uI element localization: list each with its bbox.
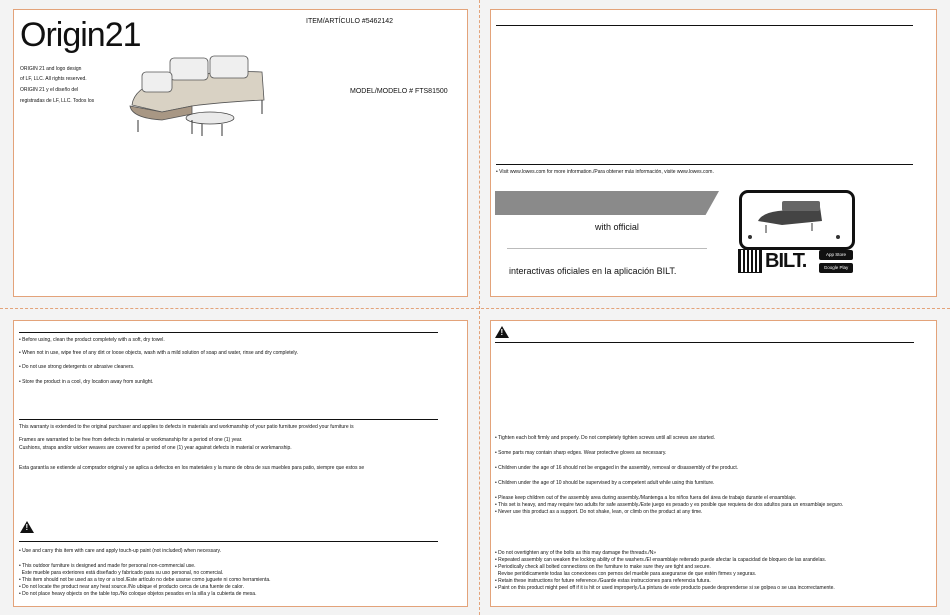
warning-c-3: • Periodically check all bolted connections on the furniture to make sure they are tight and secure. — [495, 564, 711, 570]
warranty-text: This warranty is extended to the original purchaser and applies to defects in materials and workmanship of your patio furniture provided your furniture is — [19, 424, 354, 430]
vertical-cut-line — [479, 0, 480, 615]
horizontal-cut-line — [0, 308, 950, 309]
warning-c-3-es: Revise periódicamente todas las conexiones con pernos del mueble para asegurarse de que estén firmes y seguras. — [495, 571, 757, 577]
google-play-label: Google Play — [823, 265, 849, 270]
brand-logo: Origin21 — [20, 16, 141, 54]
sectional-sofa-image — [122, 50, 282, 138]
warning-b-2: • This set is heavy, and may require two adults for safe assembly./Este juego es pesado y es posible que requiera de dos adultos para un ensamblaje seguro. — [495, 502, 844, 508]
warning-icon: ! — [495, 326, 509, 338]
warning-c-1: • Do not overtighten any of the bolts as this may damage the threads./N» — [495, 550, 657, 556]
mid-rule — [496, 164, 913, 165]
phone-mockup — [739, 190, 855, 250]
visit-lowes-text: • Visit www.lowes.com for more information./Para obtener más información, visite www.lowes.com. — [496, 169, 714, 175]
warning-c-5: • Paint on this product might peel off if it is hit or used improperly./La pintura de este producto puede desprenderse si se golpea o se usa incorrectamente. — [495, 585, 835, 591]
care-warranty-panel — [13, 320, 468, 607]
warning-b-3: • Never use this product as a support. Do not shake, lean, or climb on the product at any time. — [495, 509, 703, 515]
care-item-3: • Do not use strong detergents or abrasive cleaners. — [19, 364, 135, 370]
care-item-4: • Store the product in a cool, dry location away from sunlight. — [19, 379, 154, 385]
warnings-panel — [490, 320, 937, 607]
top-rule — [496, 25, 913, 26]
warnings-rule — [495, 342, 914, 343]
cushions-warranty: Cushions, straps and/or wicker weaves are covered for a period of one (1) year against defects in material or workmanship. — [19, 445, 292, 451]
warning-c-4: • Retain these instructions for future reference./Guarde estas instrucciones para referencia futura. — [495, 578, 711, 584]
with-official-text: with official — [595, 222, 639, 232]
google-play-badge[interactable] — [819, 263, 853, 273]
legal-line-1: ORIGIN 21 and logo design — [20, 66, 82, 72]
item-number: ITEM/ARTÍCULO #5462142 — [306, 18, 394, 25]
caution-item-2-es: Este mueble para exteriores está diseñado y fabricado para su uso personal, no comercial. — [19, 570, 224, 576]
caution-item-3: • This item should not be used as a toy or a tool./Este artículo no debe usarse como juguete ni como herramienta. — [19, 577, 271, 583]
care-rule — [19, 332, 438, 333]
app-store-label: App Store — [825, 252, 846, 257]
garantia-text: Esta garantía se extiende al comprador original y se aplica a defectos en los materiales y la mano de obra de sus muebles para patio, siempre que estos se — [19, 465, 365, 471]
warning-a-2: • Some parts may contain sharp edges. Wear protective gloves as necessary. — [495, 450, 667, 456]
legal-line-3: ORIGIN 21 y el diseño del — [20, 87, 79, 93]
model-number: MODEL/MODELO # FTS81500 — [350, 88, 448, 95]
bilt-logo: BILT. — [765, 250, 807, 272]
caution-warning-icon: ! — [20, 521, 34, 533]
warning-b-1: • Please keep children out of the assembly area during assembly./Mantenga a los niños fuera del área de trabajo durante el ensamblaje. — [495, 495, 797, 501]
warning-a-1: • Tighten each bolt firmly and properly. Do not completely tighten screws until all screws are started. — [495, 435, 716, 441]
care-item-1: • Before using, clean the product completely with a soft, dry towel. — [19, 337, 165, 343]
warranty-rule — [19, 419, 438, 420]
phone-sofa-image — [742, 193, 846, 241]
warning-a-4: • Children under the age of 10 should be supervised by a competent adult while using this furniture. — [495, 480, 715, 486]
cover-panel — [13, 9, 468, 297]
app-store-badge[interactable] — [819, 250, 853, 260]
gray-banner — [495, 191, 719, 215]
caution-item-2: • This outdoor furniture is designed and made for personal non-commercial use. — [19, 563, 196, 569]
caution-item-1: • Use and carry this item with care and apply touch-up paint (not included) when necessary. — [19, 548, 222, 554]
legal-line-2: of LF, LLC. All rights reserved. — [20, 76, 87, 82]
frames-warranty: Frames are warranted to be free from defects in material or workmanship for a period of one (1) year. — [19, 437, 243, 443]
warning-c-2: • Repeated assembly can weaken the locking ability of the washers./El ensamblaje reiterado puede afectar la capacidad de bloqueo de las arandelas. — [495, 557, 827, 563]
separator-line — [507, 248, 707, 249]
bilt-panel — [490, 9, 937, 297]
caution-item-5: • Do not place heavy objects on the table top./No coloque objetos pesados en la silla y la cubierta de mesa. — [19, 591, 257, 597]
care-item-2: • When not in use, wipe free of any dirt or loose objects, wash with a mild solution of soap and water, rinse and dry completely. — [19, 350, 299, 356]
warning-a-3: • Children under the age of 16 should not be engaged in the assembly, removal or disassembly of the product. — [495, 465, 739, 471]
qr-code — [739, 250, 761, 272]
caution-rule — [19, 541, 438, 542]
legal-line-4: registradas de LF, LLC. Todos los — [20, 98, 95, 104]
caution-item-4: • Do not locate the product near any heat source./No ubique el producto cerca de una fuente de calor. — [19, 584, 244, 590]
interactivas-text: interactivas oficiales en la aplicación BILT. — [509, 266, 677, 276]
